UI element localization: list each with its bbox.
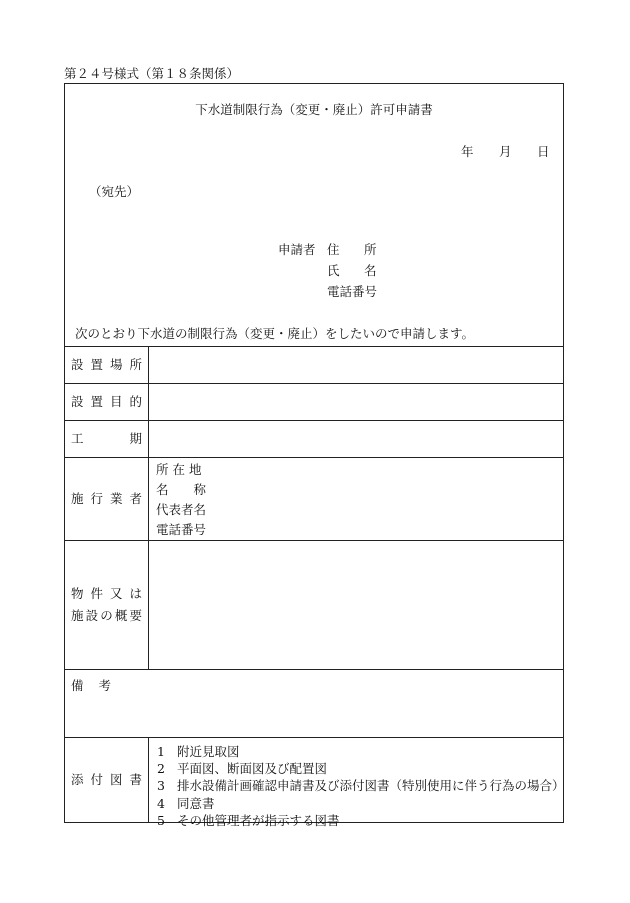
row-installation-location (65, 346, 563, 383)
contractor-address-label: 所 在 地 (156, 462, 202, 477)
attachments-list (157, 743, 565, 829)
attachment-text: 同意書 (177, 795, 215, 811)
label-char: は (129, 586, 142, 601)
attachment-number: 3 (157, 778, 165, 794)
applicant-address-label-1: 住 (327, 242, 340, 257)
label-char: 要 (129, 608, 142, 623)
date-year-label: 年 (461, 144, 474, 159)
attachment-number: 1 (157, 744, 165, 759)
form-title: 下水道制限行為（変更・廃止）許可申請書 (195, 102, 433, 117)
label-char: 物 (71, 586, 84, 601)
label-char: 概 (114, 608, 128, 623)
attachment-text: その他管理者が指示する図書 (177, 812, 340, 828)
contractor-label (65, 458, 149, 540)
row-construction-period (65, 420, 563, 457)
installation-purpose-label (65, 384, 149, 420)
label-char: 施 (71, 491, 84, 506)
facility-overview-label (65, 541, 149, 669)
row-attachments (65, 737, 565, 828)
label-char: 者 (129, 491, 142, 506)
form-id: 第２４号様式（第１８条関係） (64, 66, 240, 81)
attachment-item (157, 743, 565, 760)
applicant-label: 申請者 (278, 242, 316, 257)
contractor-phone-label: 電話番号 (156, 522, 207, 537)
label-char: 添 (71, 772, 84, 787)
attachment-text: 平面図、断面図及び配置図 (177, 761, 328, 777)
label-char: 的 (129, 394, 142, 409)
label-char: 件 (90, 586, 103, 601)
label-char: 場 (109, 357, 123, 372)
construction-period-field[interactable] (149, 421, 563, 457)
addressee-label: （宛先） (89, 184, 140, 199)
label-char: 所 (129, 357, 142, 372)
date-day-label: 日 (537, 144, 550, 159)
contractor-representative-label: 代表者名 (156, 502, 207, 517)
applicant-address-label-2: 所 (364, 242, 377, 257)
label-char: 図 (109, 772, 123, 787)
applicant-name-label-1: 氏 (327, 263, 340, 278)
label-char: 目 (109, 394, 123, 409)
attachment-number: 4 (157, 795, 165, 811)
attachment-item (157, 795, 565, 812)
label-char: 置 (90, 394, 103, 409)
attachment-item (157, 777, 565, 794)
label-char: 行 (90, 491, 103, 506)
attachment-item (157, 760, 565, 777)
label-char: 期 (129, 431, 142, 446)
row-installation-purpose (65, 383, 563, 420)
label-char: 書 (129, 772, 142, 787)
row-remarks[interactable] (65, 669, 563, 737)
label-char: 設 (71, 394, 84, 409)
application-statement: 次のとおり下水道の制限行為（変更・廃止）をしたいので申請します。 (75, 326, 475, 341)
row-contractor (65, 457, 563, 540)
label-char: 業 (109, 491, 123, 506)
label-char: 考 (98, 678, 111, 693)
label-char: 設 (85, 608, 99, 623)
label-char: 付 (90, 772, 103, 787)
label-char: 又 (109, 586, 123, 601)
attachment-text: 附近見取図 (177, 744, 240, 759)
label-char: 設 (71, 357, 84, 372)
label-char: 施 (71, 608, 84, 623)
installation-location-field[interactable] (149, 347, 563, 383)
applicant-phone-label: 電話番号 (327, 284, 378, 299)
installation-purpose-field[interactable] (149, 384, 563, 420)
attachments-label (65, 738, 149, 822)
label-char: の (100, 608, 113, 623)
contractor-fields[interactable] (149, 458, 563, 540)
row-facility-overview (65, 540, 563, 669)
label-char: 工 (71, 431, 84, 446)
construction-period-label (65, 421, 149, 457)
attachment-item (157, 812, 565, 829)
date-month-label: 月 (499, 144, 512, 159)
remarks-label (71, 676, 111, 694)
label-char: 置 (90, 357, 103, 372)
installation-location-label (65, 347, 149, 383)
attachment-text: 排水設備計画確認申請書及び添付図書（特別使用に伴う行為の場合） (177, 778, 565, 794)
attachment-number: 5 (157, 812, 165, 828)
form-header (65, 84, 563, 346)
facility-overview-field[interactable] (149, 541, 563, 669)
attachments-list-cell (149, 738, 565, 828)
attachment-number: 2 (157, 761, 165, 777)
label-char: 備 (71, 678, 84, 693)
applicant-name-label-2: 名 (364, 263, 377, 278)
application-form (64, 83, 565, 828)
contractor-name-label: 名 称 (156, 482, 207, 497)
